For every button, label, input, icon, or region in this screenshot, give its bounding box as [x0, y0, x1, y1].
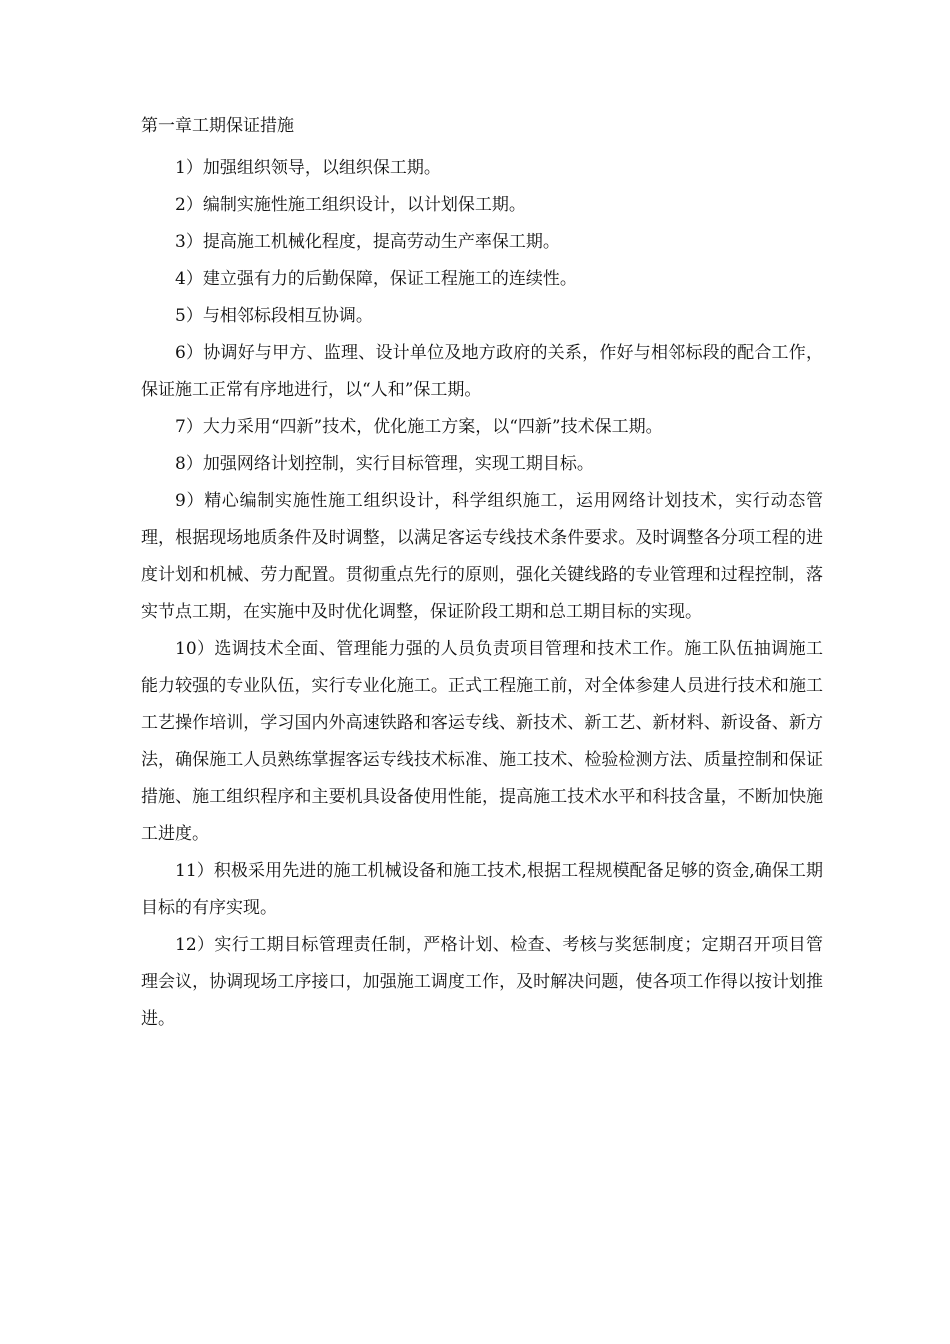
chapter-title: 第一章工期保证措施 [141, 116, 294, 136]
paragraph-2: 2）编制实施性施工组织设计，以计划保工期。 [175, 195, 526, 215]
paragraph-12: 12）实行工期目标管理责任制，严格计划、检查、考核与奖惩制度；定期召开项目管理会议，协调现场工序接口，加强施工调度工作，及时解决问题，使各项工作得以按计划推进。 [141, 935, 823, 1029]
paragraph-9: 9）精心编制实施性施工组织设计，科学组织施工，运用网络计划技术，实行动态管理，根据现场地质条件及时调整，以满足客运专线技术条件要求。及时调整各分项工程的进度计划和机械、劳力配置。贯彻重点先行的原则，强化关键线路的专业管理和过程控制，落实节点工期，在实施中及时优化调整，保证阶段工期和总工期目标的实现。 [141, 491, 823, 622]
paragraph-5: 5）与相邻标段相互协调。 [175, 306, 373, 326]
paragraph-8: 8）加强网络计划控制，实行目标管理，实现工期目标。 [175, 454, 594, 474]
paragraph-11: 11）积极采用先进的施工机械设备和施工技术,根据工程规模配备足够的资金,确保工期目标的有序实现。 [141, 861, 823, 918]
paragraph-1: 1）加强组织领导，以组织保工期。 [175, 158, 441, 178]
paragraph-10: 10）选调技术全面、管理能力强的人员负责项目管理和技术工作。施工队伍抽调施工能力较强的专业队伍，实行专业化施工。正式工程施工前，对全体参建人员进行技术和施工工艺操作培训，学习国内外高速铁路和客运专线、新技术、新工艺、新材料、新设备、新方法，确保施工人员熟练掌握客运专线技术标准、施工技术、检验检测方法、质量控制和保证措施、施工组织程序和主要机具设备使用性能，提高施工技术水平和科技含量，不断加快施工进度。 [141, 639, 823, 844]
paragraph-6: 6）协调好与甲方、监理、设计单位及地方政府的关系，作好与相邻标段的配合工作，保证施工正常有序地进行，以“人和”保工期。 [141, 343, 823, 400]
document-body [141, 113, 823, 1038]
paragraph-3: 3）提高施工机械化程度，提高劳动生产率保工期。 [175, 232, 560, 252]
paragraph-4: 4）建立强有力的后勤保障，保证工程施工的连续性。 [175, 269, 577, 289]
paragraph-7: 7）大力采用“四新”技术，优化施工方案，以“四新”技术保工期。 [175, 417, 663, 437]
